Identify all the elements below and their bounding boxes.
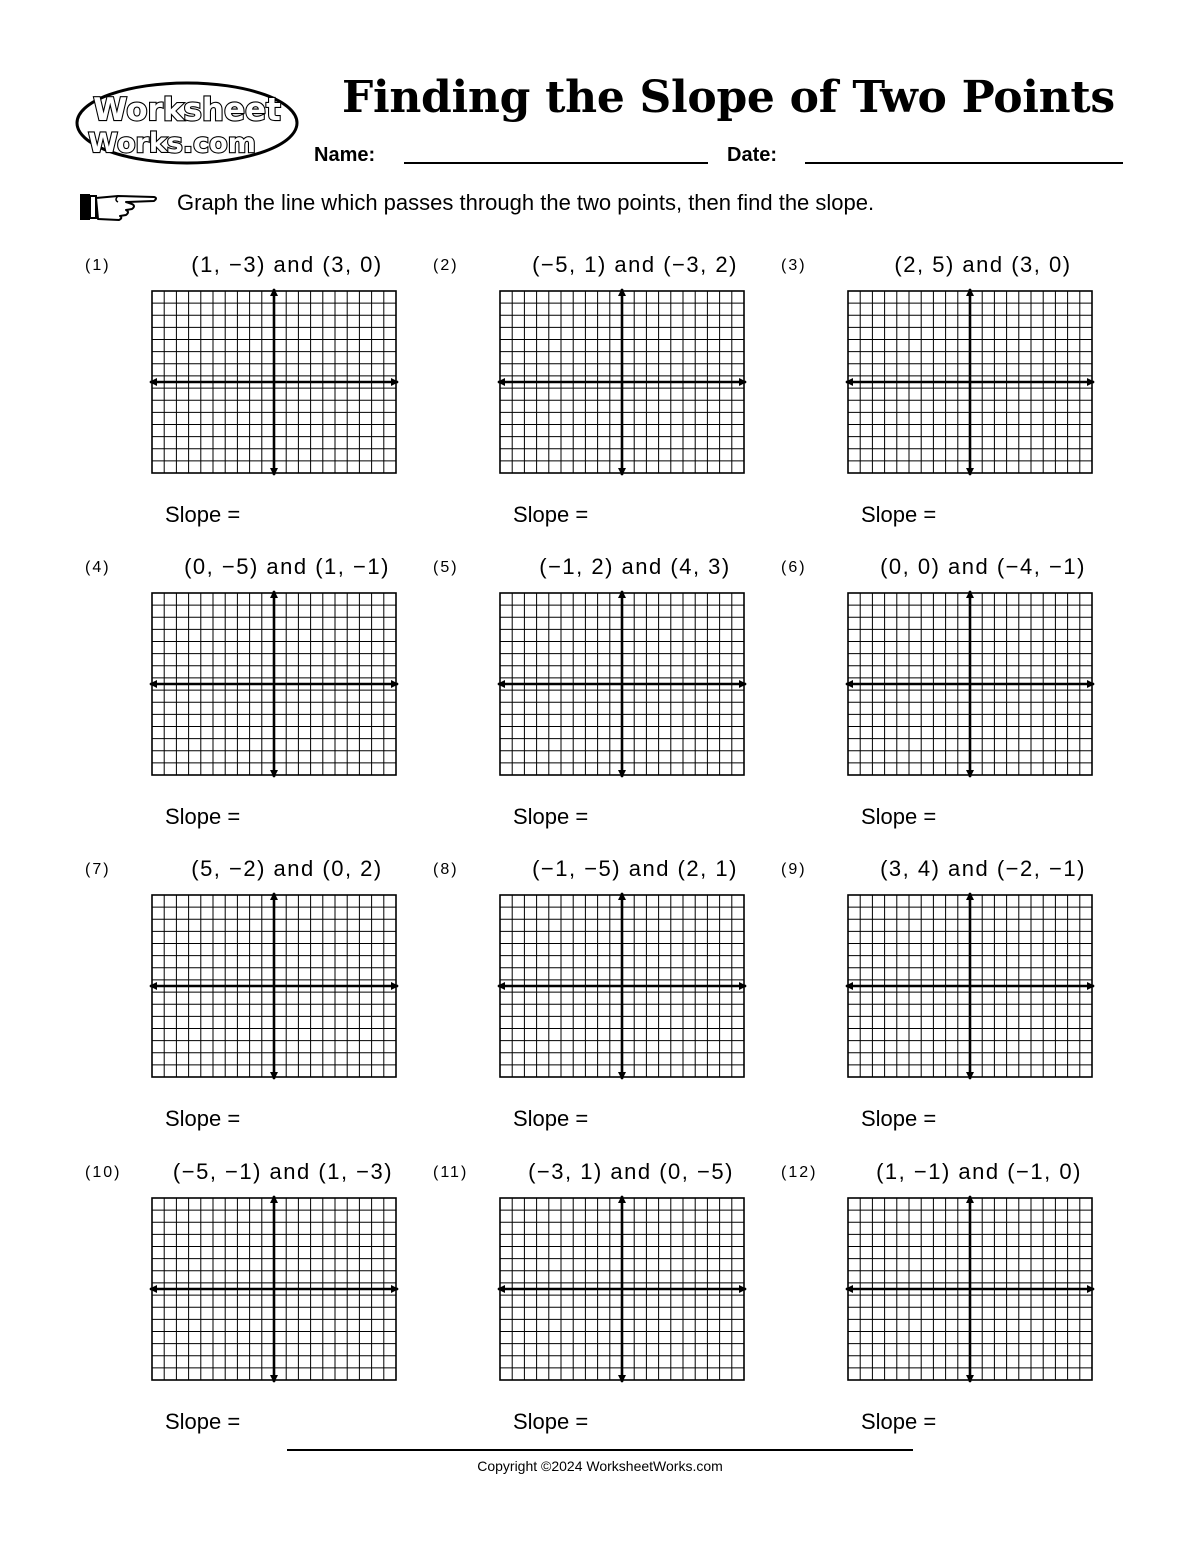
slope-label: Slope = bbox=[861, 502, 937, 527]
problem-2 bbox=[433, 252, 773, 552]
slope-label: Slope = bbox=[861, 1409, 937, 1434]
slope-label: Slope = bbox=[861, 804, 937, 829]
problem-number: (7) bbox=[85, 861, 111, 878]
problem-points: (0, 0) and (−4, −1) bbox=[880, 554, 1086, 579]
problem-number: (2) bbox=[433, 257, 459, 274]
copyright-text: Copyright ©2024 WorksheetWorks.com bbox=[477, 1458, 723, 1474]
problem-points: (1, −1) and (−1, 0) bbox=[876, 1159, 1082, 1184]
slope-label: Slope = bbox=[165, 804, 241, 829]
problem-points: (2, 5) and (3, 0) bbox=[894, 252, 1072, 277]
logo-line2: Works.com bbox=[88, 128, 256, 159]
date-field[interactable] bbox=[805, 162, 1123, 164]
problem-5 bbox=[433, 554, 773, 854]
problem-number: (5) bbox=[433, 559, 459, 576]
coordinate-grid[interactable] bbox=[497, 1195, 747, 1383]
coordinate-grid[interactable] bbox=[845, 590, 1095, 778]
problem-number: (11) bbox=[433, 1164, 469, 1181]
problem-7 bbox=[85, 856, 425, 1156]
slope-label: Slope = bbox=[861, 1106, 937, 1131]
coordinate-grid[interactable] bbox=[497, 590, 747, 778]
problem-points: (−5, −1) and (1, −3) bbox=[172, 1159, 394, 1184]
problem-points: (1, −3) and (3, 0) bbox=[191, 252, 383, 277]
slope-label: Slope = bbox=[513, 1409, 589, 1434]
coordinate-grid[interactable] bbox=[497, 288, 747, 476]
problem-points: (5, −2) and (0, 2) bbox=[191, 856, 383, 881]
problem-points: (−1, 2) and (4, 3) bbox=[539, 554, 731, 579]
problem-points: (−5, 1) and (−3, 2) bbox=[532, 252, 738, 277]
date-label: Date: bbox=[727, 144, 778, 166]
worksheetworks-logo bbox=[74, 80, 300, 166]
problem-points: (3, 4) and (−2, −1) bbox=[880, 856, 1086, 881]
footer-divider bbox=[287, 1449, 913, 1451]
problem-1 bbox=[85, 252, 425, 552]
slope-label: Slope = bbox=[513, 502, 589, 527]
slope-label: Slope = bbox=[165, 502, 241, 527]
problem-6 bbox=[781, 554, 1121, 854]
slope-label: Slope = bbox=[513, 1106, 589, 1131]
coordinate-grid[interactable] bbox=[149, 1195, 399, 1383]
coordinate-grid[interactable] bbox=[149, 590, 399, 778]
problem-number: (9) bbox=[781, 861, 807, 878]
logo-graphic bbox=[74, 80, 300, 166]
problem-12 bbox=[781, 1159, 1121, 1459]
coordinate-grid[interactable] bbox=[845, 288, 1095, 476]
problem-number: (4) bbox=[85, 559, 111, 576]
problem-11 bbox=[433, 1159, 773, 1459]
problem-number: (1) bbox=[85, 257, 111, 274]
coordinate-grid[interactable] bbox=[149, 892, 399, 1080]
problem-points: (−3, 1) and (0, −5) bbox=[528, 1159, 734, 1184]
slope-label: Slope = bbox=[165, 1409, 241, 1434]
coordinate-grid[interactable] bbox=[845, 892, 1095, 1080]
name-field[interactable] bbox=[404, 162, 708, 164]
problem-9 bbox=[781, 856, 1121, 1156]
problem-8 bbox=[433, 856, 773, 1156]
pointing-hand-icon bbox=[78, 188, 160, 224]
coordinate-grid[interactable] bbox=[497, 892, 747, 1080]
slope-label: Slope = bbox=[165, 1106, 241, 1131]
problem-10 bbox=[85, 1159, 425, 1459]
problem-number: (8) bbox=[433, 861, 459, 878]
slope-label: Slope = bbox=[513, 804, 589, 829]
problem-number: (3) bbox=[781, 257, 807, 274]
coordinate-grid[interactable] bbox=[845, 1195, 1095, 1383]
problem-points: (−1, −5) and (2, 1) bbox=[532, 856, 738, 881]
problem-number: (12) bbox=[781, 1164, 818, 1181]
problem-number: (6) bbox=[781, 559, 807, 576]
coordinate-grid[interactable] bbox=[149, 288, 399, 476]
page-title: Finding the Slope of Two Points bbox=[342, 72, 1115, 123]
problem-3 bbox=[781, 252, 1121, 552]
name-label: Name: bbox=[314, 144, 376, 166]
problem-number: (10) bbox=[85, 1164, 122, 1181]
problem-points: (0, −5) and (1, −1) bbox=[184, 554, 390, 579]
instructions-text: Graph the line which passes through the two points, then find the slope. bbox=[177, 190, 875, 215]
problem-4 bbox=[85, 554, 425, 854]
logo-line1: Worksheet bbox=[93, 92, 281, 128]
